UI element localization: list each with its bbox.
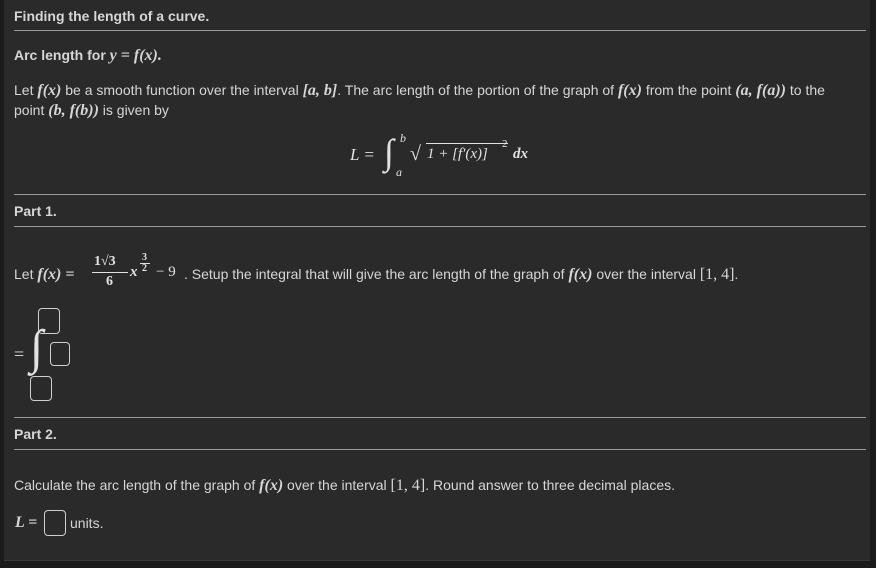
- part2-statement: Calculate the arc length of the graph of f(x) over the interval [1, 4]. Round answer to three decimal places.: [14, 477, 676, 494]
- part1-prefix: Let f(x) =: [14, 266, 75, 283]
- arc-length-formula: L = ∫ b a √ 1 + [f′(x)] 2 dx: [350, 131, 528, 179]
- integral-sign: ∫: [384, 132, 394, 172]
- part2-label: Part 2.: [14, 426, 57, 442]
- question-panel: [4, 0, 870, 561]
- part1-label: Part 1.: [14, 203, 57, 219]
- divider: [14, 30, 866, 31]
- part1-statement: . Setup the integral that will give the arc length of the graph of f(x) over the interval [1, 4].: [184, 266, 739, 283]
- part1-function: 1√3 6 x 3 2 − 9: [94, 252, 176, 289]
- units-label: units.: [70, 515, 104, 531]
- divider: [14, 449, 866, 450]
- sqrt-sign: √: [410, 143, 421, 165]
- integral-answer: = ∫: [14, 321, 44, 374]
- divider: [14, 226, 866, 227]
- section-heading: Arc length for y = f(x).: [14, 47, 162, 64]
- divider: [14, 417, 866, 418]
- integrand-input[interactable]: [50, 342, 70, 366]
- upper-limit-input[interactable]: [38, 308, 60, 334]
- arc-length-input[interactable]: [44, 510, 66, 536]
- intro-line-1: Let f(x) be a smooth function over the interval [a, b]. The arc length of the portion of the graph of f(x) from the point (a, f(a)) to the: [14, 82, 825, 99]
- answer-label: L =: [15, 514, 38, 531]
- page-title: Finding the length of a curve.: [14, 8, 210, 24]
- integral-sign: ∫: [30, 321, 44, 374]
- intro-line-2: point (b, f(b)) is given by: [14, 102, 169, 119]
- divider: [14, 194, 866, 195]
- lower-limit-input[interactable]: [30, 376, 52, 401]
